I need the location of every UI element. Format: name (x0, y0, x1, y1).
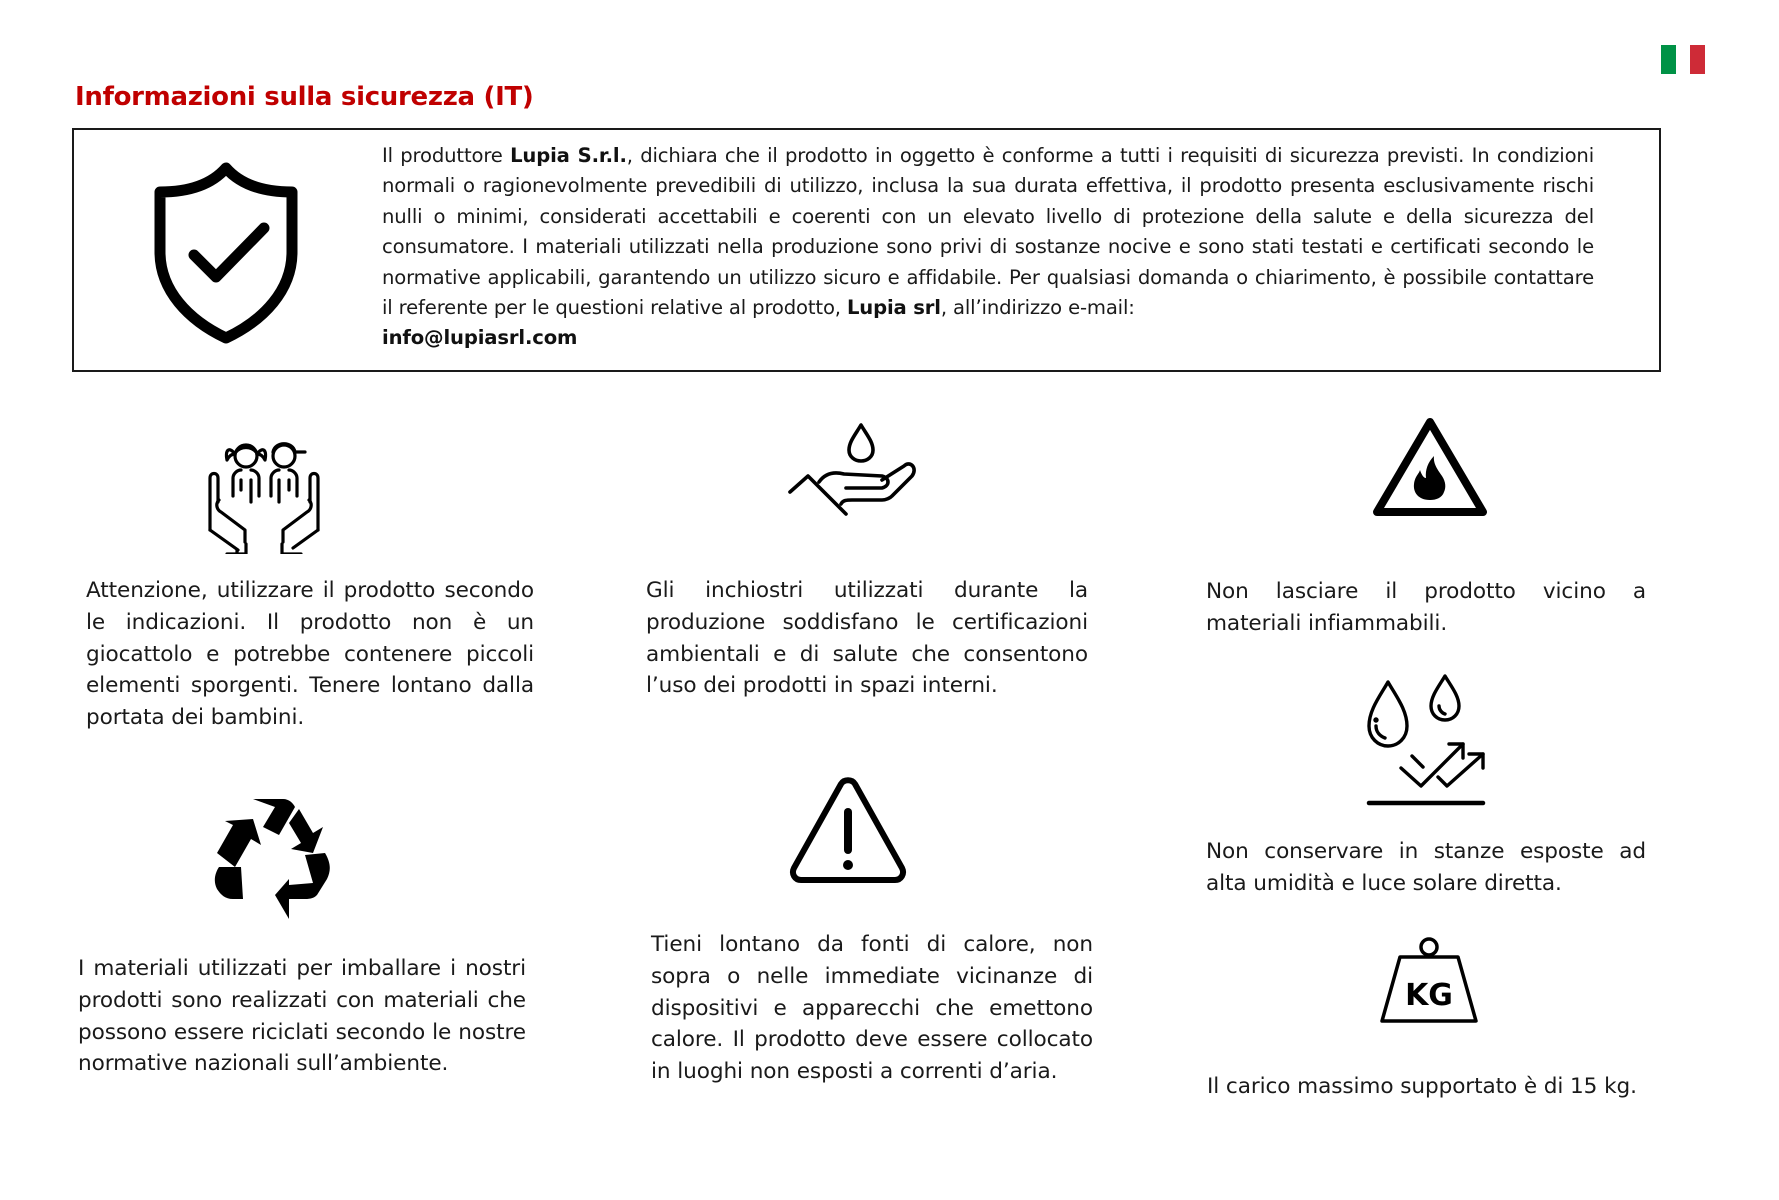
notice-humidity-text: Non conservare in stanze esposte ad alta umidità e luce solare diretta. (1206, 839, 1646, 896)
children-hands-icon (205, 432, 323, 554)
notice-recycle-text: I materiali utilizzati per imballare i nostri prodotti sono realizzati con materiali che possono essere riciclati secondo le nostre normative nazionali sull’ambiente. (78, 956, 526, 1077)
kg-label: KG (1405, 978, 1453, 1013)
warning-exclamation-icon (789, 776, 907, 886)
notice-load-text: Il carico massimo supportato è di 15 kg. (1207, 1074, 1637, 1099)
flammable-warning-icon (1370, 414, 1490, 521)
shield-check-icon (150, 160, 302, 345)
page-title: Informazioni sulla sicurezza (IT) (75, 82, 534, 112)
notice-children-text: Attenzione, utilizzare il prodotto secondo le indicazioni. Il prodotto non è un giocattolo e potrebbe contenere piccoli elementi sporgenti. Tenere lontano dalla portata dei bambini. (86, 578, 534, 731)
weight-kg-icon (1378, 935, 1480, 1025)
humidity-icon (1363, 672, 1497, 807)
flag-green-stripe (1661, 45, 1676, 74)
flag-white-stripe (1676, 45, 1691, 74)
manufacturer-name: Lupia S.r.l. (510, 144, 627, 167)
notice-inks-text: Gli inchiostri utilizzati durante la produzione soddisfano le certificazioni ambientali e di salute che consentono l’uso dei prodotti in spazi interni. (646, 578, 1088, 699)
declaration-seg: , dichiara che il prodotto in oggetto è conforme a tutti i requisiti di sicurezza previsti. In condizioni normali o ragionevolmente prevedibili di utilizzo, inclusa la sua durata effettiva, il prodotto presenta esclusivamente rischi nulli o minimi, considerati accettabili e coerenti con un elevato livello di protezione della salute e della sicurezza del consumatore. I materiali utilizzati nella produzione sono privi di sostanze nocive e sono stati testati e certificati secondo le normative applicabili, garantendo un utilizzo sicuro e affidabile. Per qualsiasi domanda o chiarimento, è possibile contattare il referente per le questioni relative al prodotto, (382, 144, 1594, 320)
recycle-icon (213, 795, 333, 919)
contact-email[interactable]: info@lupiasrl.com (382, 326, 578, 350)
declaration-seg: Il produttore (382, 144, 511, 167)
declaration-seg: , all’indirizzo e-mail: (940, 296, 1135, 320)
hand-water-drop-icon (786, 422, 916, 520)
italian-flag-icon (1661, 45, 1705, 74)
company-name: Lupia srl (846, 296, 941, 320)
notice-flammable-text: Non lasciare il prodotto vicino a materiali infiammabili. (1206, 579, 1646, 636)
safety-declaration-text (382, 141, 1594, 354)
flag-red-stripe (1690, 45, 1705, 74)
notice-heat-text: Tieni lontano da fonti di calore, non sopra o nelle immediate vicinanze di dispositivi e apparecchi che emettono calore. Il prodotto deve essere collocato in luoghi non esposti a correnti d’aria. (651, 932, 1093, 1085)
